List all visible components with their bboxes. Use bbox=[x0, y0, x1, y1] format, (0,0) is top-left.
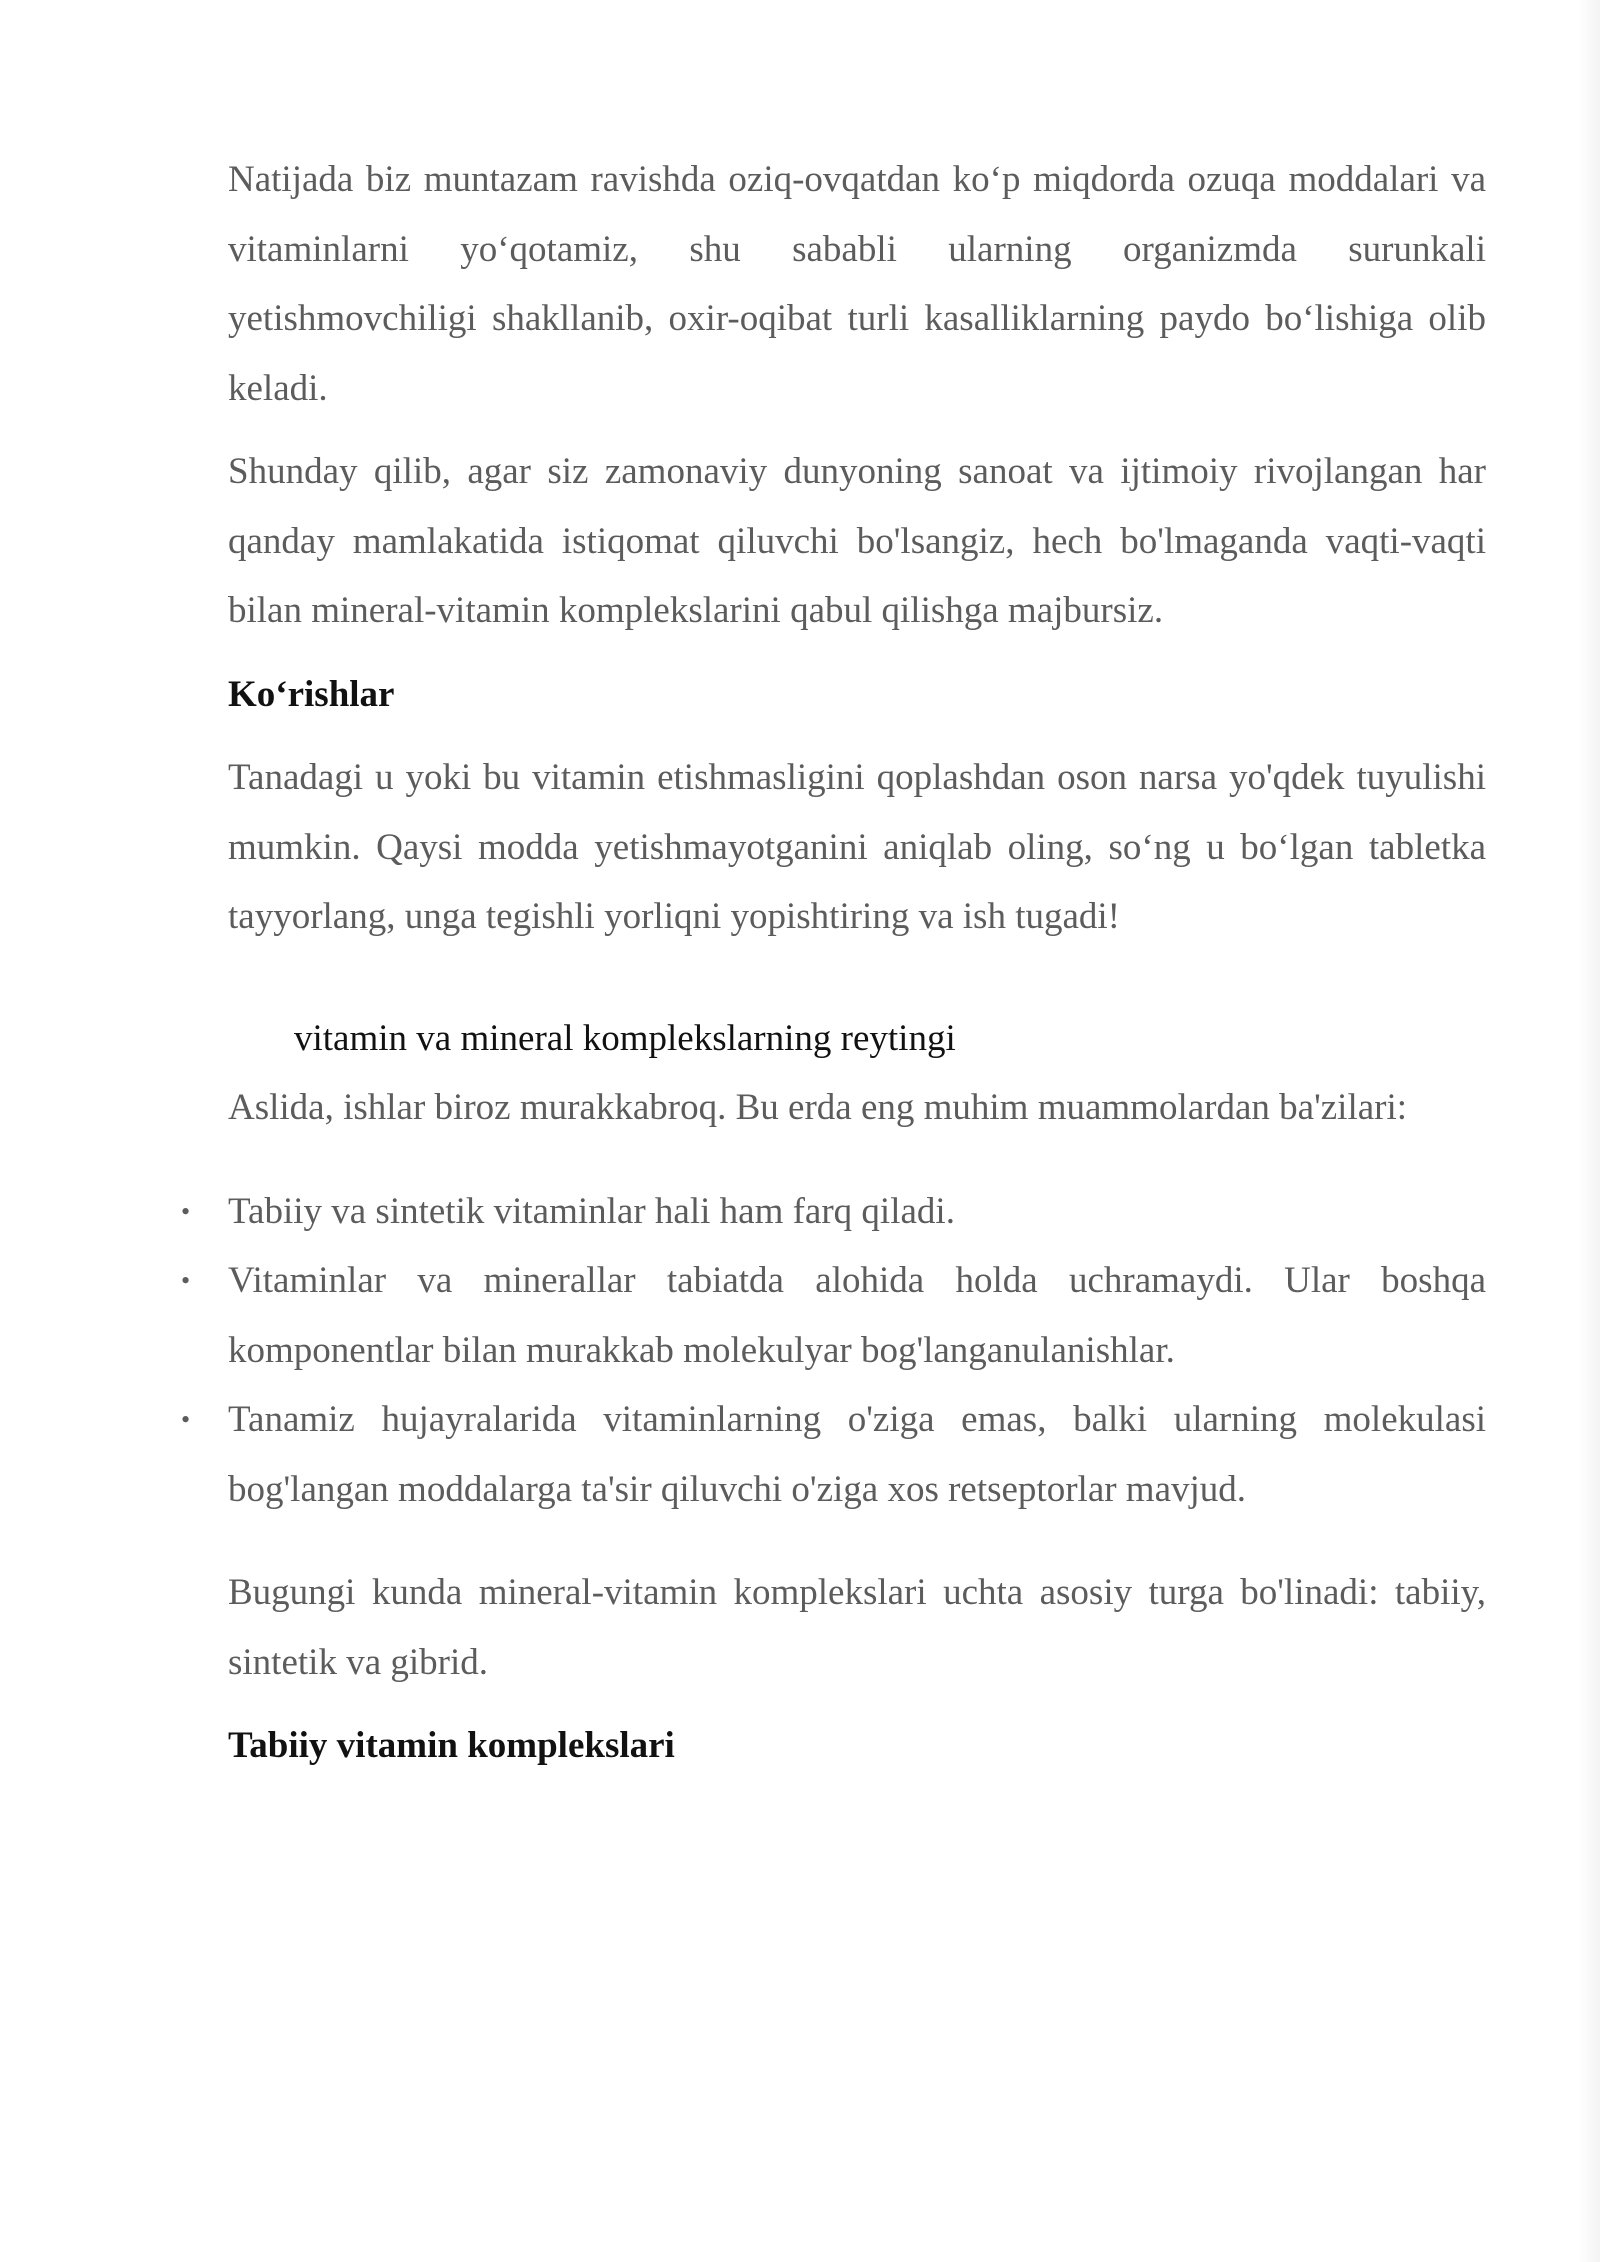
paragraph-deficiency: Tanadagi u yoki bu vitamin etishmasligini qoplashdan oson narsa yo'qdek tuyulishi mumkin. Qaysi modda yetishmayotganini aniqlab oling, so‘ng u bo‘lgan tabletka tayyorlang, unga tegishli yorliqni yopishtiring va ish tugadi! bbox=[228, 757, 1486, 937]
list-item bbox=[181, 1385, 1486, 1524]
bullet-icon: • bbox=[181, 1266, 191, 1295]
paragraph-nutrient-loss: Natijada biz muntazam ravishda oziq-ovqatdan ko‘p miqdorda ozuqa moddalari va vitaminlarni yo‘qotamiz, shu sababli ularning organizmda surunkali yetishmovchiligi shakllanib, oxir-oqibat turli kasalliklarning paydo bo‘lishiga olib keladi. bbox=[228, 159, 1486, 409]
list-item-text: Tanamiz hujayralarida vitaminlarning o'ziga emas, balki ularning molekulasi bog'langan moddalarga ta'sir qiluvchi o'ziga xos retseptorlar mavjud. bbox=[228, 1399, 1486, 1510]
heading-views: Ko‘rishlar bbox=[228, 673, 395, 715]
list-item bbox=[181, 1246, 1486, 1385]
paragraph-problems-intro: Aslida, ishlar biroz murakkabroq. Bu erda eng muhim muammolardan ba'zilari: bbox=[228, 1087, 1408, 1128]
subheading-rating: vitamin va mineral komplekslarning reytingi bbox=[294, 1017, 956, 1059]
document-body bbox=[181, 145, 1486, 1795]
bullet-icon: • bbox=[181, 1405, 191, 1434]
list-item bbox=[181, 1177, 1486, 1247]
list-item-text: Tabiiy va sintetik vitaminlar hali ham farq qiladi. bbox=[228, 1190, 955, 1232]
list-item-text: Vitaminlar va minerallar tabiatda alohida holda uchramaydi. Ular boshqa komponentlar bilan murakkab molekulyar bog'langanulanishlar. bbox=[228, 1260, 1486, 1371]
bullet-icon: • bbox=[181, 1196, 191, 1226]
page-edge-shadow bbox=[1578, 0, 1600, 2262]
paragraph-complex-types: Bugungi kunda mineral-vitamin komplekslari uchta asosiy turga bo'linadi: tabiiy, sintetik va gibrid. bbox=[228, 1572, 1486, 1683]
heading-natural-complexes: Tabiiy vitamin komplekslari bbox=[228, 1725, 675, 1766]
problems-list bbox=[181, 1177, 1486, 1525]
paragraph-vitamin-complexes-need: Shunday qilib, agar siz zamonaviy dunyoning sanoat va ijtimoiy rivojlangan har qanday mamlakatida istiqomat qiluvchi bo'lsangiz, hech bo'lmaganda vaqti-vaqti bilan mineral-vitamin komplekslarini qabul qilishga majbursiz. bbox=[228, 451, 1486, 631]
